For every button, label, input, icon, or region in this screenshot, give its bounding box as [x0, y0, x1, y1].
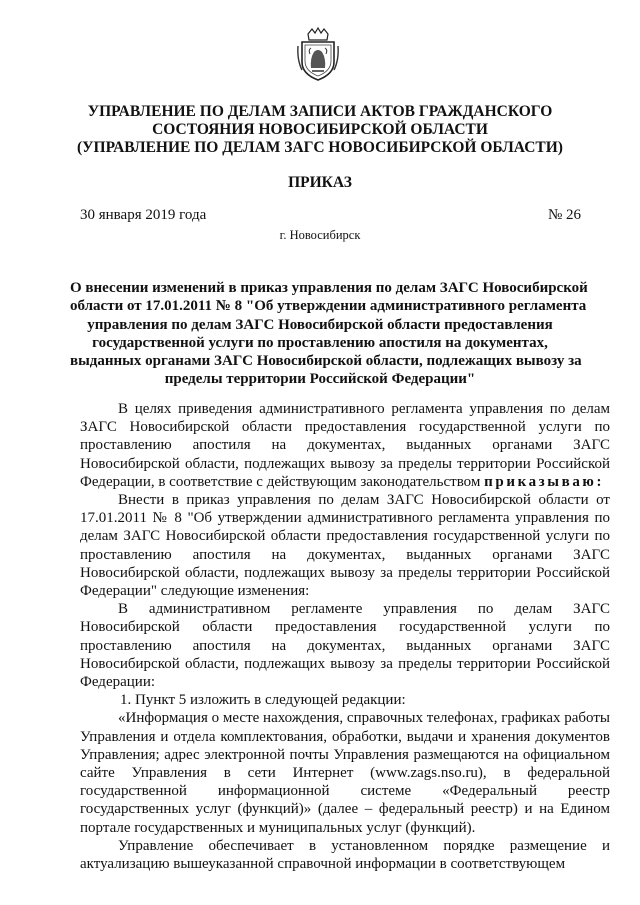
subject-line: О внесении изменений в приказ управления по делам ЗАГС Новосибирской: [70, 280, 588, 296]
subject-line: области от 17.01.2011 № 8 "Об утверждении административного регламента: [70, 298, 587, 315]
order-number: № 26: [547, 207, 581, 223]
preamble-text: В целях приведения административного регламента управления по делам ЗАГС Новосибирской области предоставления государственной услуги по проставлению апостиля на документах, выданных органами ЗАГС Новосибирской области, подлежащих вывозу за пределы территории Российской Федерации, в соответствие с действующим законодательством: [80, 401, 610, 490]
document-body: [80, 400, 610, 873]
amendment-paragraph: Внести в приказ управления по делам ЗАГС Новосибирской области от 17.01.2011 № 8 "Об утверждении административного регламента управления по делам ЗАГС Новосибирской области предоставления государственной услуги по проставлению апостиля на документах, выданных органами ЗАГС Новосибирской области, подлежащих вывозу за пределы территории Российской Федерации" следующие изменения:: [80, 492, 610, 600]
organization-name-line: УПРАВЛЕНИЕ ПО ДЕЛАМ ЗАПИСИ АКТОВ ГРАЖДАНСКОГО: [87, 103, 553, 120]
regulation-paragraph: В административном регламенте управления по делам ЗАГС Новосибирской области предоставления государственной услуги по проставлению апостиля на документах, выданных органами ЗАГС Новосибирской области, подлежащих вывозу за пределы территории Российской Федерации:: [80, 601, 610, 691]
document-type-title: ПРИКАЗ: [288, 174, 352, 191]
order-verb: приказываю:: [484, 473, 605, 490]
subject-line: государственной услуги по проставлению апостиля на документах,: [92, 334, 548, 351]
order-date: 30 января 2019 года: [80, 207, 207, 223]
body-paragraph: Управление обеспечивает в установленном порядке размещение и актуализацию вышеуказанной справочной информации в соответствующем: [80, 837, 610, 873]
coat-of-arms-icon: [296, 26, 340, 82]
subject-line: пределы территории Российской Федерации": [164, 371, 476, 388]
clause-item: 1. Пункт 5 изложить в следующей редакции:: [120, 692, 406, 709]
organization-name: [60, 103, 580, 157]
subject-line: управления по делам ЗАГС Новосибирской области предоставления: [87, 316, 553, 333]
order-city: г. Новосибирск: [279, 228, 361, 242]
quoted-clause-paragraph: «Информация о месте нахождения, справочных телефонах, графиках работы Управления и отдела комплектования, обработки, выдачи и хранения документов Управления; адрес электронной почты Управления размещаются на официальном сайте Управления в сети Интернет (www.zags.nso.ru), в федеральной государственной информационной системе «Федеральный реестр государственных услуг (функций)» (далее – федеральный реестр) и на Едином портале государственных и муниципальных услуг (функций).: [80, 710, 610, 836]
subject-line: выданных органами ЗАГС Новосибирской области, подлежащих вывозу за: [70, 353, 582, 370]
organization-name-line: СОСТОЯНИЯ НОВОСИБИРСКОЙ ОБЛАСТИ: [152, 121, 488, 138]
order-subject: [70, 279, 588, 389]
organization-name-line: (УПРАВЛЕНИЕ ПО ДЕЛАМ ЗАГС НОВОСИБИРСКОЙ ОБЛАСТИ): [77, 139, 563, 156]
preamble-paragraph: [80, 400, 610, 491]
